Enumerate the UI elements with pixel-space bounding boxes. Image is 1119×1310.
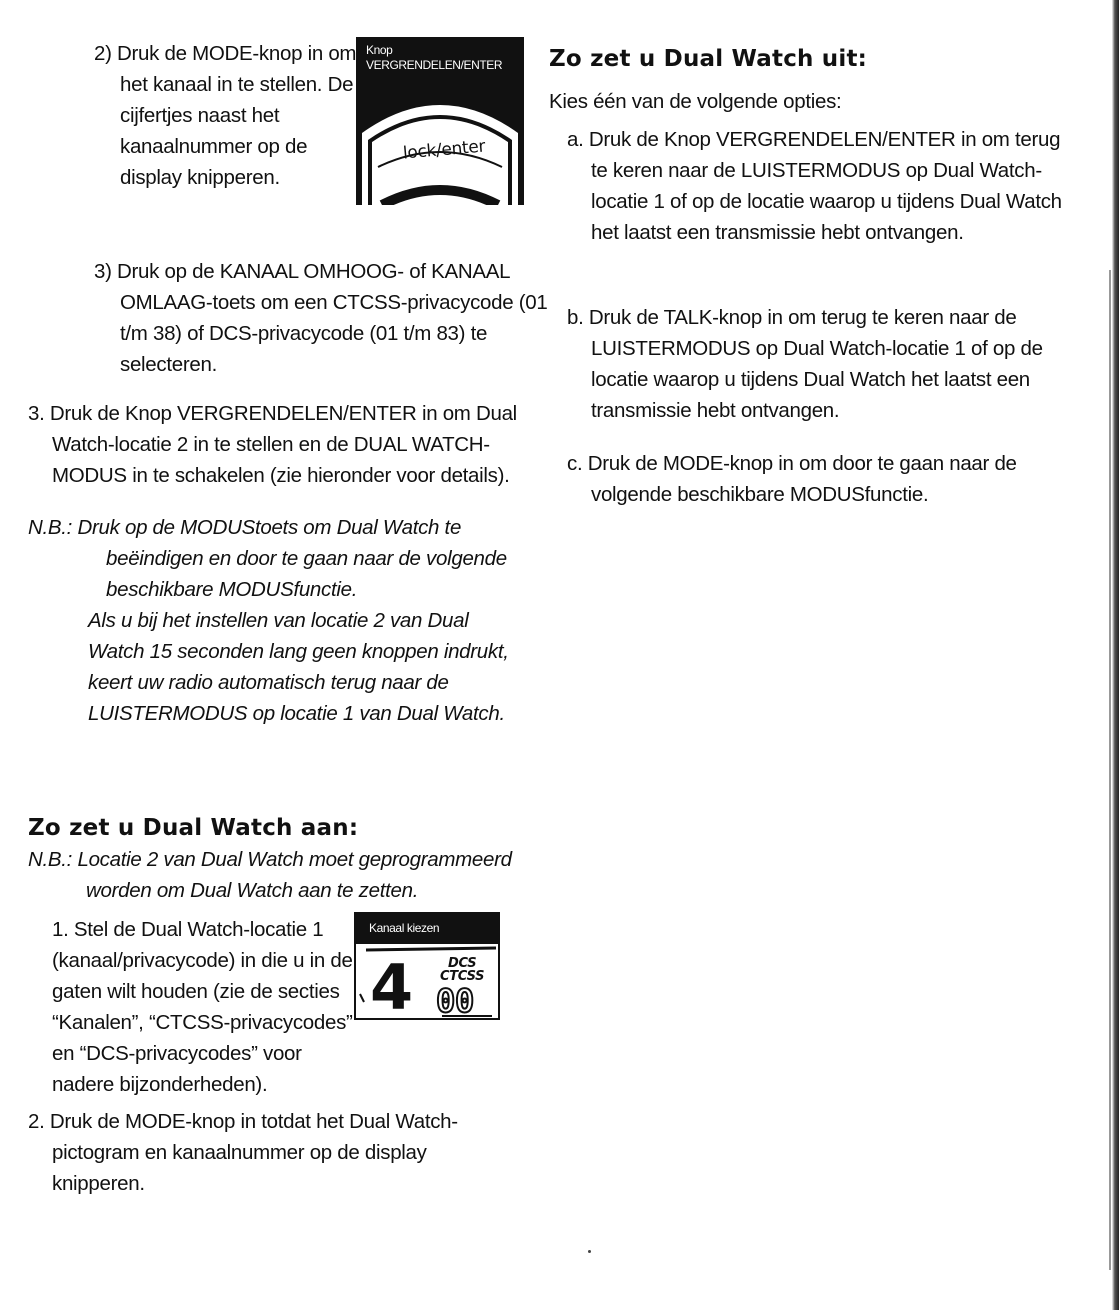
heading-dual-watch-on: Zo zet u Dual Watch aan: — [28, 815, 359, 841]
note-label: N.B.: — [28, 516, 73, 539]
off-option-c: c. Druk de MODE-knop in om door te gaan naar de volgende beschikbare MODUSfunctie. — [567, 452, 1017, 506]
page-edge — [1112, 0, 1119, 1310]
lock-caption-line-2: VERGRENDELEN/ENTER — [366, 58, 503, 72]
off-option-a: a. Druk de Knop VERGRENDELEN/ENTER in om terug te keren naar de LUISTERMODUS op Dual Watch-locatie 1 of op de locatie waarop u tijdens Dual Watch het laatst een transmissie hebt ontvangen. — [567, 128, 1062, 244]
lcd-graphic — [356, 914, 500, 1020]
note-text: Druk op de MODUStoets om Dual Watch te beëindigen en door te gaan naar de volgende beschikbare MODUSfunctie. — [77, 516, 507, 601]
step-3-channel: 3) Druk op de KANAAL OMHOOG- of KANAAL OMLAAG-toets om een CTCSS-privacycode (01 t/m 38) of DCS-privacycode (01 t/m 83) te selecteren. — [94, 260, 548, 376]
on-item-1-text: 1. Stel de Dual Watch-locatie 1 (kanaal/privacycode) in die u in de gaten wilt houden (zie de secties “Kanalen”, “CTCSS-privacycodes” en “DCS-privacycodes” voor nadere bijzonderheden). — [52, 918, 353, 1096]
lock-button-graphic — [356, 37, 524, 205]
note-program-location-2 — [28, 844, 566, 906]
item-3-lock-enter: 3. Druk de Knop VERGRENDELEN/ENTER in om Dual Watch-locatie 2 in te stellen en de DUAL WATCH-MODUS in te schakelen (zie hieronder voor details). — [28, 402, 517, 487]
channel-caption: Kanaal kiezen — [369, 921, 440, 935]
lock-enter-illustration — [356, 37, 524, 205]
step-2-mode: 2) Druk de MODE-knop in om het kanaal in te stellen. De cijfertjes naast het kanaalnummer op de display knipperen. — [94, 42, 357, 189]
off-intro: Kies één van de volgende opties: — [549, 90, 842, 113]
note-end-dual-watch — [28, 512, 528, 729]
lcd-privacy-digits: 00 — [436, 982, 474, 1020]
lcd-ctcss-label: CTCSS — [440, 969, 485, 984]
note-text: Locatie 2 van Dual Watch moet geprogrammeerd worden om Dual Watch aan te zetten. — [77, 848, 512, 902]
lock-button-label: lock/enter — [402, 136, 486, 164]
scan-speck — [588, 1250, 591, 1253]
lcd-dcs-label: DCS — [448, 956, 477, 971]
lock-caption-line-1: Knop — [366, 43, 393, 57]
lcd-channel-digit: 4 — [370, 951, 413, 1022]
on-item-2: 2. Druk de MODE-knop in totdat het Dual Watch-pictogram en kanaalnummer op de display knipperen. — [28, 1110, 458, 1195]
note-label: N.B.: — [28, 848, 73, 871]
channel-display-illustration — [354, 912, 500, 1020]
note-continuation: Als u bij het instellen van locatie 2 van Dual Watch 15 seconden lang geen knoppen indrukt, keert uw radio automatisch terug naar de LUISTERMODUS op locatie 1 van Dual Watch. — [88, 609, 509, 725]
off-option-b: b. Druk de TALK-knop in om terug te keren naar de LUISTERMODUS op Dual Watch-locatie 1 of op de locatie waarop u tijdens Dual Watch het laatst een transmissie hebt ontvangen. — [567, 306, 1043, 422]
heading-dual-watch-off: Zo zet u Dual Watch uit: — [549, 46, 868, 72]
